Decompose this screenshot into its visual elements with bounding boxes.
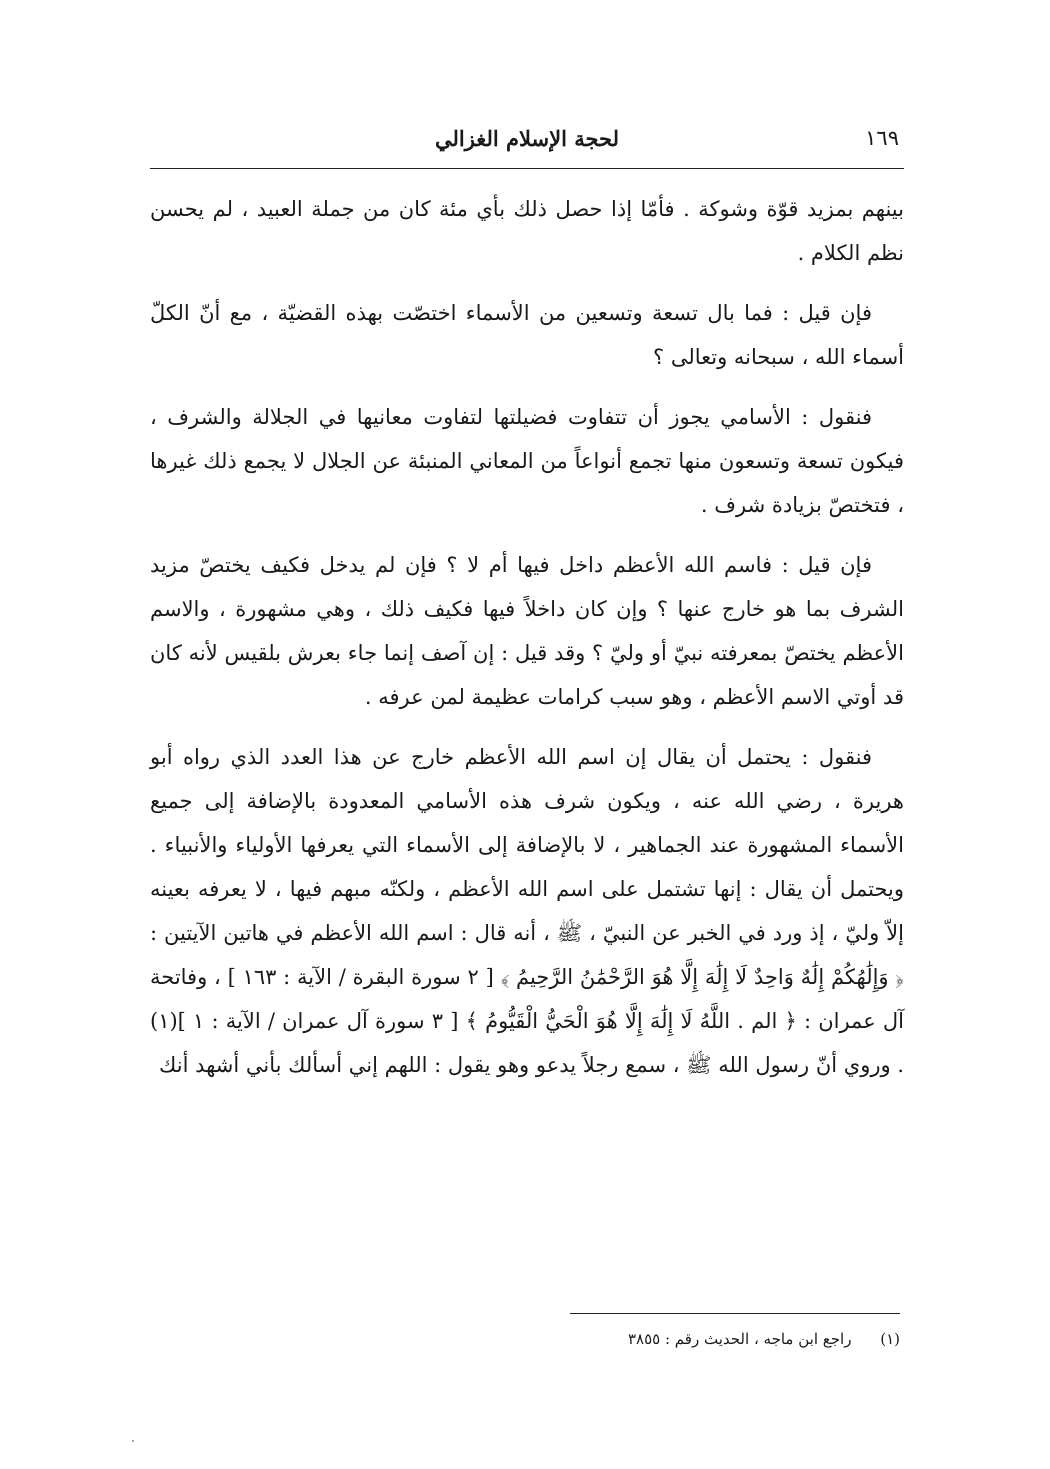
footnote-text: راجع ابن ماجه ، الحديث رقم : ٣٨٥٥: [627, 1330, 852, 1348]
page-number: ١٦٩: [865, 126, 899, 150]
running-title: لحجة الإسلام الغزالي: [434, 126, 620, 151]
footnote: [146, 1326, 900, 1352]
footnote-marker: (١): [880, 1330, 900, 1348]
paragraph-question-ninety-nine: فإن قيل : فما بال تسعة وتسعين من الأسماء اختصّت بهذه القضيّة ، مع أنّ الكلّ أسماء الله ، سبحانه وتعالى ؟: [150, 301, 904, 369]
footnote-rule: [570, 1313, 900, 1314]
paragraph-answer-ninety-nine: فنقول : الأسامي يجوز أن تتفاوت فضيلتها لتفاوت معانيها في الجلالة والشرف ، فيكون تسعة وتسعون منها تجمع أنواعاً من المعاني المنبئة عن الجلال لا يجمع ذلك غيرها ، فتختصّ بزيادة شرف .: [150, 405, 904, 517]
body-text: [150, 187, 904, 1087]
book-page: [150, 118, 904, 1103]
paragraph-answer-greatest-name: فنقول : يحتمل أن يقال إن اسم الله الأعظم خارج عن هذا العدد الذي رواه أبو هريرة ، رضي الله عنه ، ويكون شرف هذه الأسامي المعدودة بالإضافة إلى جميع الأسماء المشهورة عند الجماهير ، لا بالإضافة إلى الأسماء التي يعرفها الأولياء والأنبياء . ويحتمل أن يقال : إنها تشتمل على اسم الله الأعظم ، ولكنّه مبهم فيها ، لا يعرفه بعينه إلاّ وليّ ، إذ ورد في الخبر عن النبيّ ، ﷺ ، أنه قال : اسم الله الأعظم في هاتين الآيتين : ﴿ وَإِلَٰهُكُمْ إِلَٰهٌ وَاحِدٌ لَا إِلَٰهَ إِلَّا هُوَ الرَّحْمَٰنُ الرَّحِيمُ ﴾ [ ٢ سورة البقرة / الآية : ١٦٣ ] ، وفاتحة آل عمران : ﴿ الم . اللَّهُ لَا إِلَٰهَ إِلَّا هُوَ الْحَيُّ الْقَيُّومُ ﴾ [ ٣ سورة آل عمران / الآية : ١ ](١) . وروي أنّ رسول الله ﷺ ، سمع رجلاً يدعو وهو يقول : اللهم إني أسألك بأني أشهد أنك: [150, 745, 904, 1077]
paragraph-continued: بينهم بمزيد قوّة وشوكة . فأمّا إذا حصل ذلك بأي مئة كان من جملة العبيد ، لم يحسن نظم الكلام .: [150, 197, 904, 265]
running-header: [150, 118, 904, 169]
paragraph-question-greatest-name: فإن قيل : فاسم الله الأعظم داخل فيها أم لا ؟ فإن لم يدخل فكيف يختصّ مزيد الشرف بما هو خارج عنها ؟ وإن كان داخلاً فيها فكيف ذلك ، وهي مشهورة ، والاسم الأعظم يختصّ بمعرفته نبيّ أو وليّ ؟ وقد قيل : إن آصف إنما جاء بعرش بلقيس لأنه كان قد أوتي الاسم الأعظم ، وهو سبب كرامات عظيمة لمن عرفه .: [150, 553, 904, 709]
scan-speck: [132, 1440, 134, 1442]
